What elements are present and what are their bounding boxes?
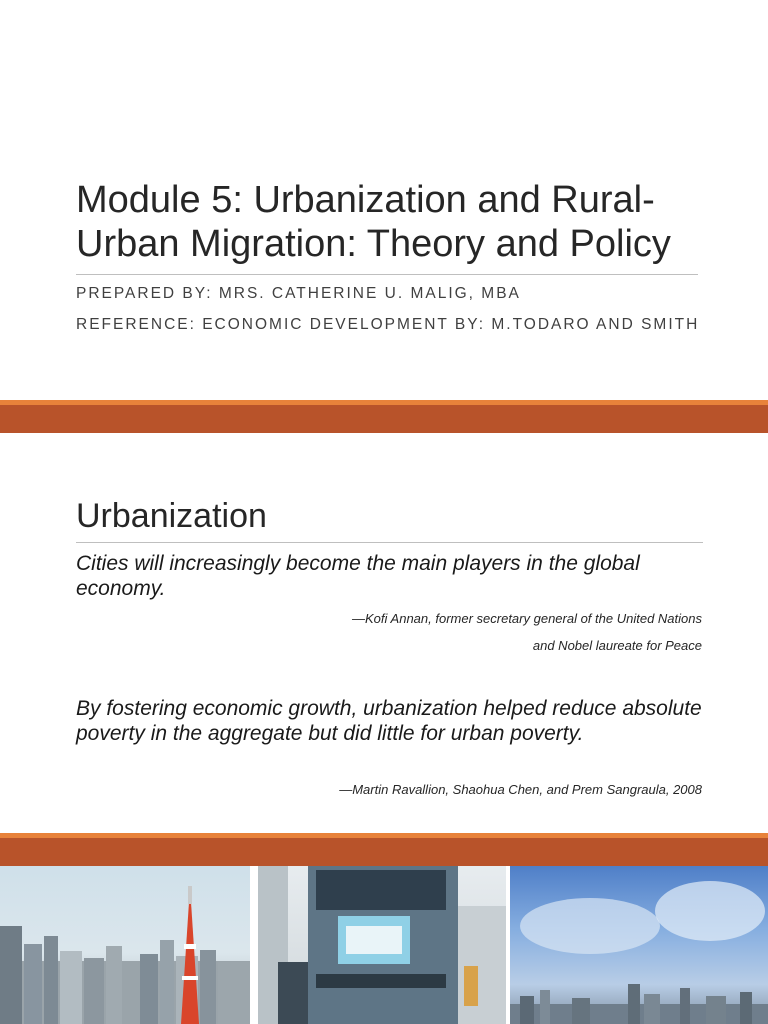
heading-divider xyxy=(76,542,703,543)
quote-ravallion-attribution: —Martin Ravallion, Shaohua Chen, and Prem Sangraula, 2008 xyxy=(339,782,702,797)
prepared-by-line: PREPARED BY: MRS. CATHERINE U. MALIG, MBA xyxy=(76,285,521,302)
shibuya-building-photo xyxy=(258,866,506,1024)
slide-title xyxy=(0,0,768,400)
slide-separator-band-2 xyxy=(0,833,768,866)
quote-annan: Cities will increasingly become the main players in the global economy. xyxy=(76,552,640,600)
slide-title-text: Module 5: Urbanization and Rural-Urban Migration: Theory and Policy xyxy=(76,179,671,265)
blue-sky-skyline-photo xyxy=(510,866,768,1024)
urbanization-heading: Urbanization xyxy=(76,497,267,535)
quote-annan-attribution-2: and Nobel laureate for Peace xyxy=(532,638,702,653)
quote-annan-attribution-1: —Kofi Annan, former secretary general of the United Nations xyxy=(352,611,702,626)
slide-urbanization xyxy=(0,433,768,833)
quote-ravallion: By fostering economic growth, urbanization helped reduce absolute poverty in the aggregate but did little for urban poverty. xyxy=(76,697,702,745)
slide-separator-band xyxy=(0,400,768,433)
reference-line: REFERENCE: ECONOMIC DEVELOPMENT BY: M.TODARO AND SMITH xyxy=(76,316,700,333)
slide-photos xyxy=(0,866,768,1024)
tokyo-tower-skyline-photo xyxy=(0,866,250,1024)
title-divider xyxy=(76,274,698,275)
